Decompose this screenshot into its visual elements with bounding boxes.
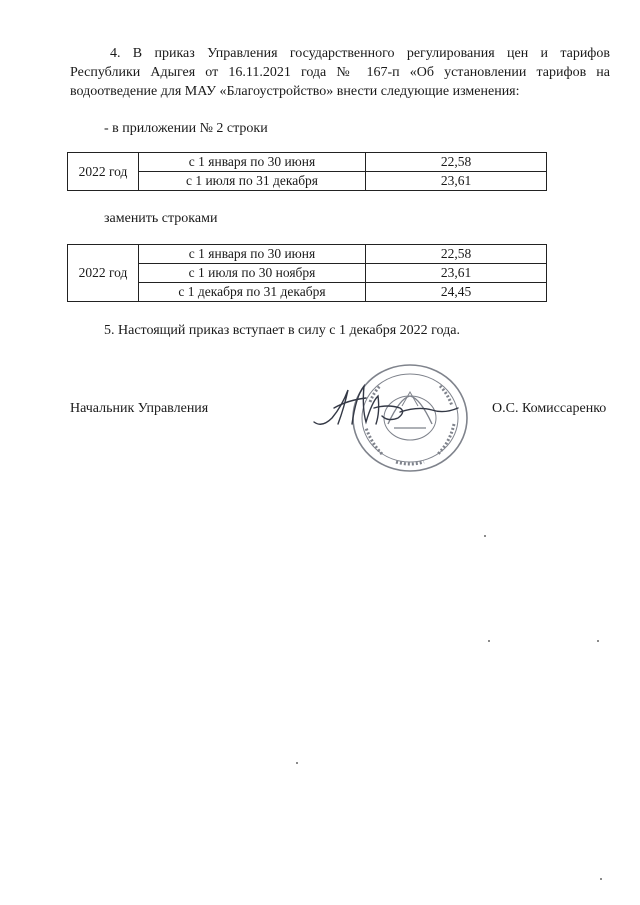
scan-speck (484, 535, 486, 537)
scan-speck (488, 640, 490, 642)
value-cell: 23,61 (366, 172, 547, 191)
period-cell: с 1 января по 30 июня (139, 153, 366, 172)
period-cell: с 1 января по 30 июня (139, 245, 366, 264)
table-row (68, 172, 547, 191)
year-cell: 2022 год (68, 153, 139, 191)
handwritten-signature-icon (308, 378, 468, 434)
table-row (68, 264, 547, 283)
scan-speck (600, 878, 602, 880)
scan-speck (597, 640, 599, 642)
value-cell: 22,58 (366, 153, 547, 172)
value-cell: 22,58 (366, 245, 547, 264)
table-row (68, 283, 547, 302)
paragraph-5: 5. Настоящий приказ вступает в силу с 1 декабря 2022 года. (104, 323, 460, 338)
value-cell: 23,61 (366, 264, 547, 283)
table-row (68, 245, 547, 264)
scan-speck (296, 762, 298, 764)
year-cell: 2022 год (68, 245, 139, 302)
replace-line: заменить строками (104, 211, 218, 226)
period-cell: с 1 июля по 30 ноября (139, 264, 366, 283)
new-tariff-table (67, 244, 547, 302)
intro-line: - в приложении № 2 строки (104, 121, 268, 136)
value-cell: 24,45 (366, 283, 547, 302)
paragraph-4: 4. В приказ Управления государственного регулирования цен и тарифов Республики Адыгея от 16.11.2021 года № 167-п «Об установлении тарифов на водоотведение для МАУ «Благоустройство» внести следующие изменения: (70, 46, 610, 99)
period-cell: с 1 июля по 31 декабря (139, 172, 366, 191)
signatory-title: Начальник Управления (70, 401, 209, 416)
old-tariff-table (67, 152, 547, 191)
table-row (68, 153, 547, 172)
period-cell: с 1 декабря по 31 декабря (139, 283, 366, 302)
signatory-name: О.С. Комиссаренко (492, 401, 607, 416)
